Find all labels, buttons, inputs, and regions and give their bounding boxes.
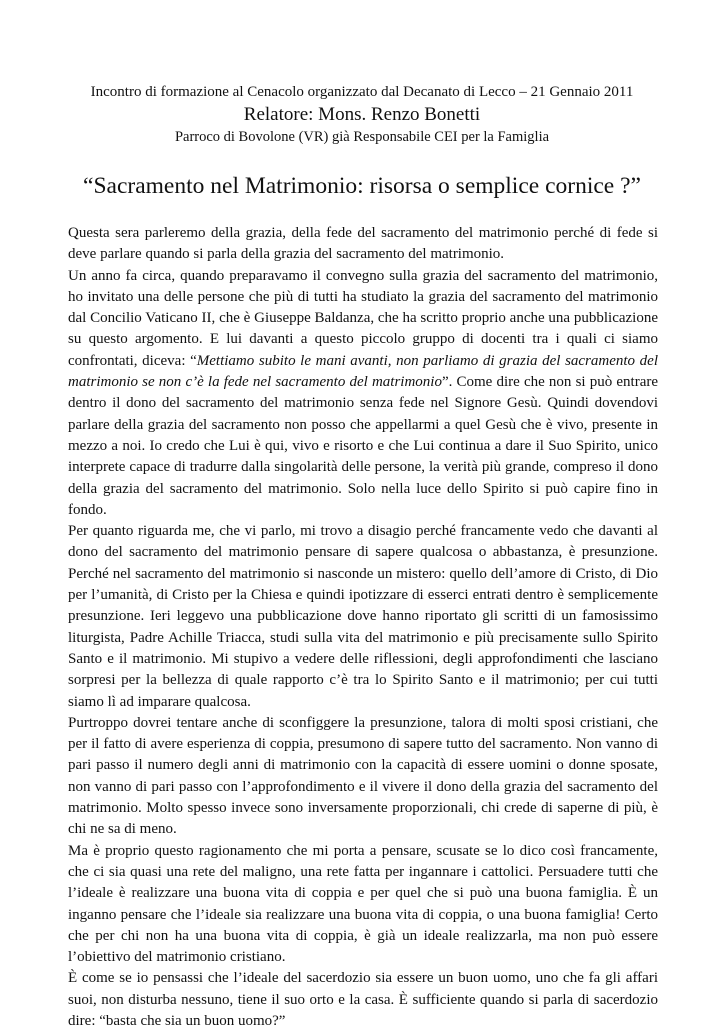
paragraph-1: Questa sera parleremo della grazia, della fede del sacramento del matrimonio perché di fede si deve parlare quando si parla della grazia del sacramento del matrimonio. [68, 225, 658, 263]
paragraph-2-intro: Un anno fa circa, quando preparavamo il convegno sulla grazia del sacramento del matrimonio, ho invitato una delle persone che più di tutti ha studiato la grazia del sacramento del matrimonio dal Concilio Vaticano II, che è Giuseppe Baldanza, che ha scritto proprio anche una pubblicazione su questo argomento. E lui davanti a questo piccolo gruppo di docenti tra i quali ci siamo confrontati, diceva: “ [68, 267, 658, 369]
paragraph-6: È come se io pensassi che l’ideale del sacerdozio sia essere un buon uomo, uno che fa gli affari suoi, non disturba nessuno, tiene il suo orto e la casa. È sufficiente quando si parla di sacerdozio dire: “basta che sia un buon uomo?” [68, 970, 658, 1029]
event-header: Incontro di formazione al Cenacolo organizzato dal Decanato di Lecco – 21 Gennaio 2011 [90, 84, 634, 100]
speaker-role: Parroco di Bovolone (VR) già Responsabile CEI per la Famiglia [174, 129, 550, 145]
document-body [68, 223, 658, 1032]
paragraph-2 [68, 266, 658, 522]
paragraph-2-rest: ”. Come dire che non si può entrare dentro il dono del sacramento del matrimonio senza fede nel Signore Gesù. Quindi dovendovi parlare della grazia del sacramento non posso che appellarmi a quel Gesù che è vivo, presente in mezzo a noi. Io credo che Lui è qui, vivo e risorto e che Lui continua a dare il Suo Spirito, unico interprete capace di tradurre dalla singolarità delle persone, la verità più grande, compreso il dono della grazia del sacramento del matrimonio. Solo nella luce dello Spirito si può capire fino in fondo. [68, 374, 659, 518]
document-title: “Sacramento nel Matrimonio: risorsa o semplice cornice ?” [83, 173, 641, 199]
quoted-text: Mettiamo subito le mani avanti, non parliamo di grazia del sacramento del matrimonio se non c’è la fede nel sacramento del matrimonio [68, 352, 658, 391]
paragraph-4: Purtroppo dovrei tentare anche di sconfiggere la presunzione, talora di molti sposi cristiani, che per il fatto di avere esperienza di coppia, presumono di sapere tutto del sacramento. Non vanno di pari passo il numero degli anni di matrimonio con la capacità di essere uomini o donne sposate, non vanno di pari passo con l’approfondimento e il vivere il dono della grazia del sacramento del matrimonio. Molto spesso invece sono inversamente proporzionali, chi crede di saperne di più, è chi ne sa di meno. [68, 714, 658, 838]
paragraph-5: Ma è proprio questo ragionamento che mi porta a pensare, scusate se lo dico così francamente, che ci sia quasi una rete del maligno, una rete fatta per ingannare i cattolici. Persuadere tutti che l’ideale è realizzare una buona vita di coppia e per quel che si può una buona famiglia. È un inganno pensare che l’ideale sia realizzare una buona vita di coppia, o una buona famiglia! Certo che per chi non ha una buona vita di coppia, è già un ideale realizzarla, ma non può essere l’obiettivo del matrimonio cristiano. [68, 842, 658, 966]
speaker-line: Relatore: Mons. Renzo Bonetti [243, 104, 481, 125]
paragraph-3: Per quanto riguarda me, che vi parlo, mi trovo a disagio perché francamente vedo che davanti al dono del sacramento del matrimonio pensare di sapere qualcosa o abbastanza, è presunzione. Perché nel sacramento del matrimonio si nasconde un mistero: quello dell’amore di Cristo, di Dio per l’umanità, di Cristo per la Chiesa e quindi ipotizzare di esserci entrati dentro è semplicemente presunzione. Ieri leggevo una pubblicazione dove hanno riportato gli scritti di un famosissimo liturgista, Padre Achille Triacca, studi sulla vita del matrimonio e più precisamente sullo Spirito Santo e il matrimonio. Mi stupivo a vedere delle riflessioni, degli approfondimenti che lasciano sorpresi per la bellezza di quale rapporto c’è tra lo Spirito Santo e il matrimonio; per cui tutti siamo lì ad imparare qualcosa. [68, 523, 658, 710]
